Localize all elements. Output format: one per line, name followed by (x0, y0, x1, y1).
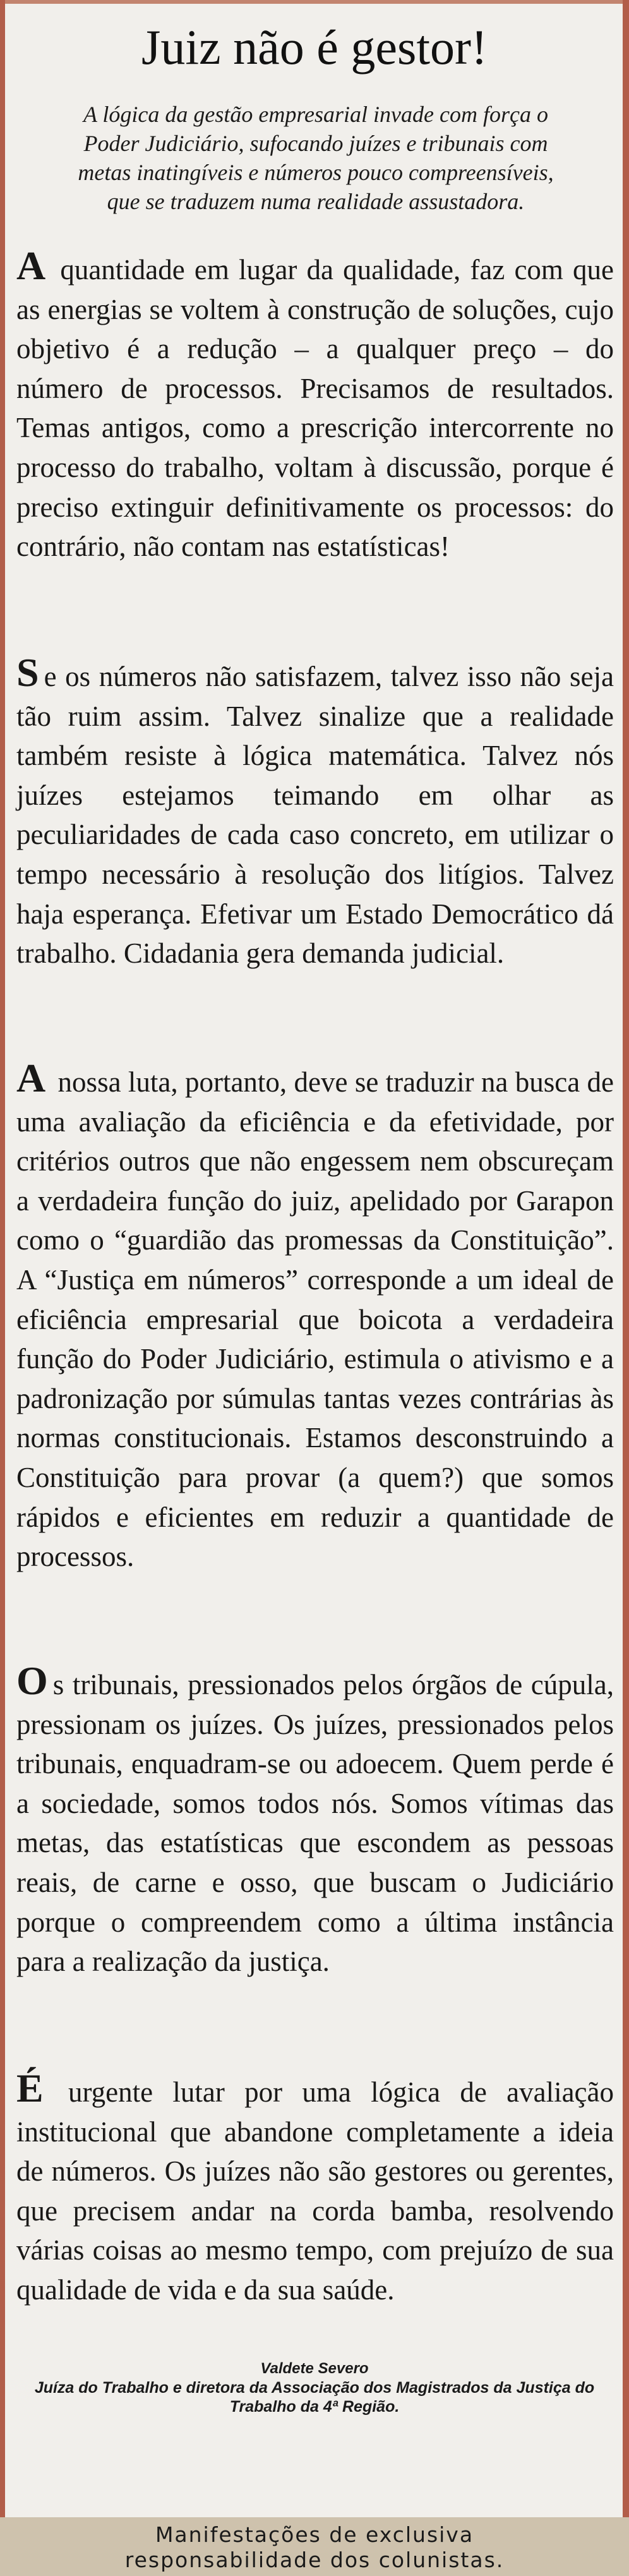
paragraph-2 (16, 650, 614, 973)
paragraph-1-initial: A (16, 243, 46, 288)
paragraph-3-text: nossa luta, portanto, deve se traduzir na busca de uma avaliação da eficiência e da efetividade, por critérios outros que não engessem nem obscureçam a verdadeira função do juiz, apelidado por Garapon como o “guardião das promessas da Constituição”. A “Justiça em números” corresponde a um ideal de eficiência empresarial que boicota a verdadeira função do Poder Judiciário, estimula o ativismo e a padronização por súmulas tantas vezes contrárias às normas constitucionais. Estamos desconstruindo a Constituição para provar (a quem?) que somos rápidos e eficientes em reduzir a quantidade de processos. (16, 1066, 614, 1573)
paragraph-5 (16, 2066, 614, 2310)
paragraph-5-initial: É (16, 2066, 44, 2110)
paragraph-1-text: quantidade em lugar da qualidade, faz com que as energias se voltem à construção de soluções, cujo objetivo é a redução – a qualquer preço – do número de processos. Precisamos de resultados. Temas antigos, como a prescrição intercorrente no processo do trabalho, voltam à discussão, porque é preciso extinguir definitivamente os processos: do contrário, não contam nas estatísticas! (16, 254, 614, 563)
article-title: Juiz não é gestor! (141, 20, 488, 75)
paragraph-4 (16, 1658, 614, 1982)
footer-band (0, 2517, 629, 2576)
paragraph-1 (16, 243, 614, 567)
left-border (0, 0, 5, 2517)
footer-line-2: responsabilidade dos colunistas. (124, 2548, 505, 2572)
paragraph-2-initial: S (16, 650, 39, 695)
author-role: Juíza do Trabalho e diretora da Associação dos Magistrados da Justiça do Trabalho da 4ª Região. (34, 2379, 595, 2416)
paragraph-4-text: s tribunais, pressionados pelos órgãos de cúpula, pressionam os juízes. Os juízes, pressionados pelos tribunais, enquadram-se ou adoecem. Quem perde é a sociedade, somos todos nós. Somos vítimas das metas, das estatísticas que escondem as pessoas reais, de carne e osso, que buscam o Judiciário porque o compreendem como a última instância para a realização da justiça. (16, 1669, 614, 1978)
paragraph-2-text: e os números não satisfazem, talvez isso não seja tão ruim assim. Talvez sinalize que a realidade também resiste à lógica matemática. Talvez nós juízes estejamos teimando em olhar as peculiaridades de cada caso concreto, em utilizar o tempo necessário à resolução dos litígios. Talvez haja esperança. Efetivar um Estado Democrático dá trabalho. Cidadania gera demanda judicial. (16, 661, 614, 970)
author-signature (25, 2359, 604, 2416)
article-subtitle: A lógica da gestão empresarial invade com força o Poder Judiciário, sufocando juízes e tribunais com metas inatingíveis e números pouco compreensíveis, que se traduzem numa realidade assustadora. (78, 102, 554, 214)
paragraph-3 (16, 1056, 614, 1577)
right-border (623, 0, 629, 2517)
paragraph-5-text: urgente lutar por uma lógica de avaliação institucional que abandone completamente a ideia de números. Os juízes não são gestores ou gerentes, que precisem andar na corda bamba, resolvendo várias coisas ao mesmo tempo, com prejuízo de sua qualidade de vida e da sua saúde. (16, 2076, 614, 2306)
paragraph-3-initial: A (16, 1056, 46, 1100)
footer-note (0, 2517, 629, 2573)
author-name: Valdete Severo (260, 2360, 369, 2377)
paragraph-4-initial: O (16, 1658, 48, 1703)
footer-line-1: Manifestações de exclusiva (155, 2522, 474, 2547)
